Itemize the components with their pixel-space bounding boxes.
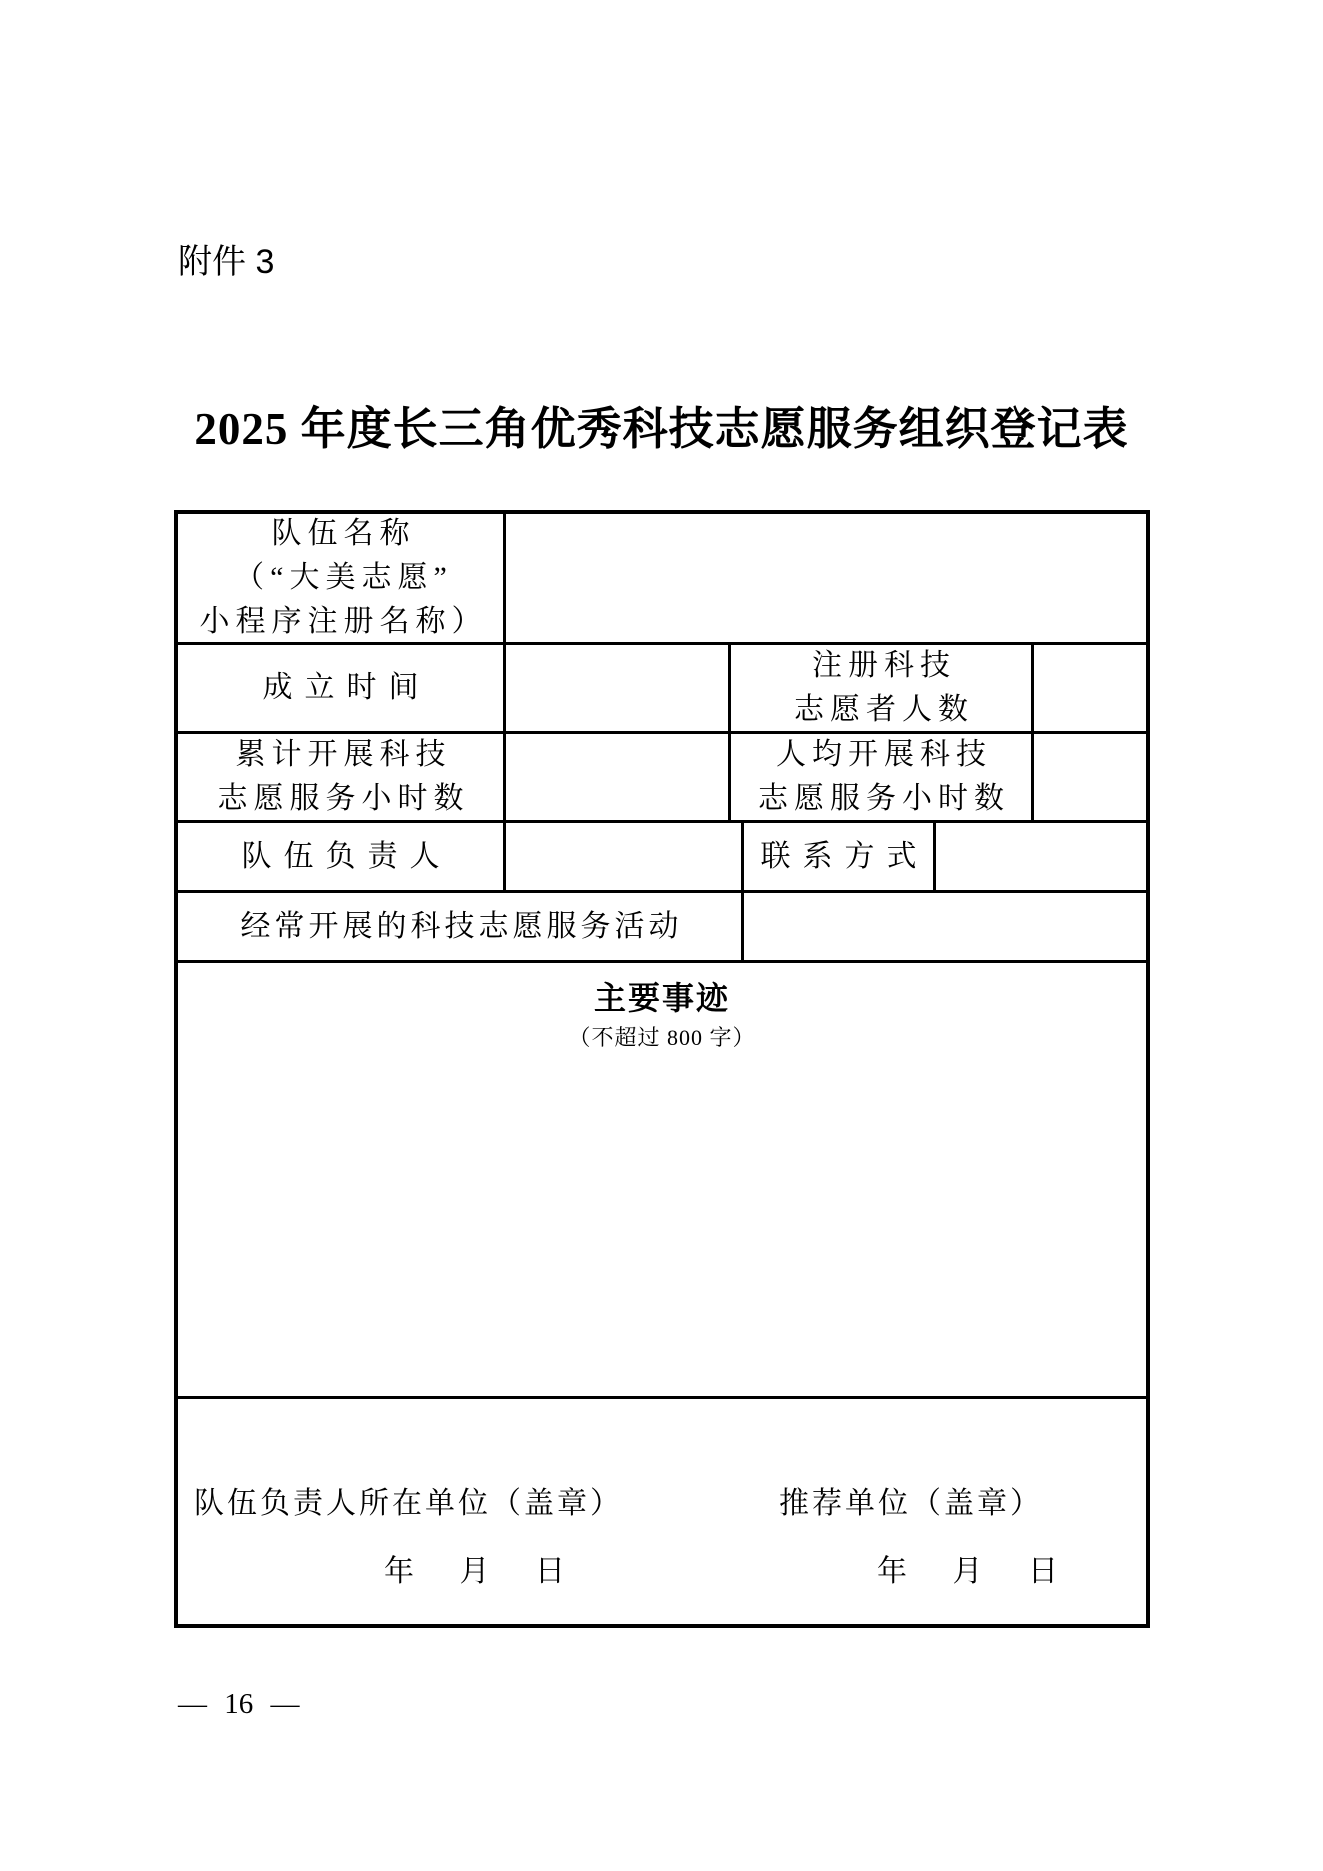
- per-capita-hours-input-cell: [1034, 734, 1146, 820]
- table-row-team-name: [178, 514, 1146, 645]
- team-leader-label-cell: 队伍负责人: [178, 823, 506, 890]
- leader-unit-date-line: 年 月 日: [384, 1555, 567, 1588]
- recommending-unit-date-line: 年 月 日: [877, 1555, 1060, 1588]
- team-name-label-line1: 队伍名称: [271, 517, 416, 550]
- registered-volunteers-label-line2: 志愿者人数: [794, 693, 974, 726]
- registered-volunteers-label-cell: [731, 645, 1034, 731]
- team-name-input-cell: [506, 514, 1146, 642]
- table-row-main-deeds: [178, 963, 1146, 1399]
- cumulative-hours-label-line2: 志愿服务小时数: [217, 782, 470, 815]
- registration-table: [174, 510, 1150, 1628]
- attachment-label: 附件 3: [178, 243, 275, 281]
- frequent-activities-label-cell: 经常开展的科技志愿服务活动: [178, 893, 744, 960]
- cumulative-hours-label-cell: [178, 734, 506, 820]
- main-deeds-title: 主要事迹: [593, 980, 730, 1016]
- per-capita-hours-label-line2: 志愿服务小时数: [758, 782, 1010, 815]
- frequent-activities-input-cell: [744, 893, 1146, 960]
- recommending-unit-stamp-label: 推荐单位（盖章）: [779, 1487, 1043, 1520]
- page-number: — 16 —: [178, 1688, 300, 1720]
- founding-time-label-cell: 成立时间: [178, 645, 506, 731]
- main-deeds-word-limit: （不超过 800 字）: [568, 1025, 756, 1050]
- signature-cell: [178, 1399, 1146, 1624]
- registered-volunteers-input-cell: [1034, 645, 1146, 731]
- per-capita-hours-label-cell: [731, 734, 1034, 820]
- registered-volunteers-label-line1: 注册科技: [812, 649, 956, 682]
- table-row-service-hours: [178, 734, 1146, 823]
- team-name-label-line3: 小程序注册名称）: [199, 605, 488, 638]
- table-row-leader-contact: [178, 823, 1146, 893]
- leader-unit-stamp-label: 队伍负责人所在单位（盖章）: [194, 1487, 623, 1520]
- main-deeds-cell: [178, 963, 1146, 1396]
- cumulative-hours-label-line1: 累计开展科技: [235, 738, 452, 771]
- team-name-label-line2: （“大美志愿”: [234, 561, 453, 594]
- contact-input-cell: [936, 823, 1146, 890]
- team-name-label-cell: [178, 514, 506, 642]
- per-capita-hours-label-line1: 人均开展科技: [776, 738, 992, 771]
- contact-label-cell: 联系方式: [744, 823, 936, 890]
- founding-time-input-cell: [506, 645, 731, 731]
- table-row-founding-time: [178, 645, 1146, 734]
- table-row-frequent-activities: [178, 893, 1146, 963]
- form-title: 2025 年度长三角优秀科技志愿服务组织登记表: [194, 404, 1129, 454]
- table-row-signatures: [178, 1399, 1146, 1624]
- team-leader-input-cell: [506, 823, 744, 890]
- cumulative-hours-input-cell: [506, 734, 731, 820]
